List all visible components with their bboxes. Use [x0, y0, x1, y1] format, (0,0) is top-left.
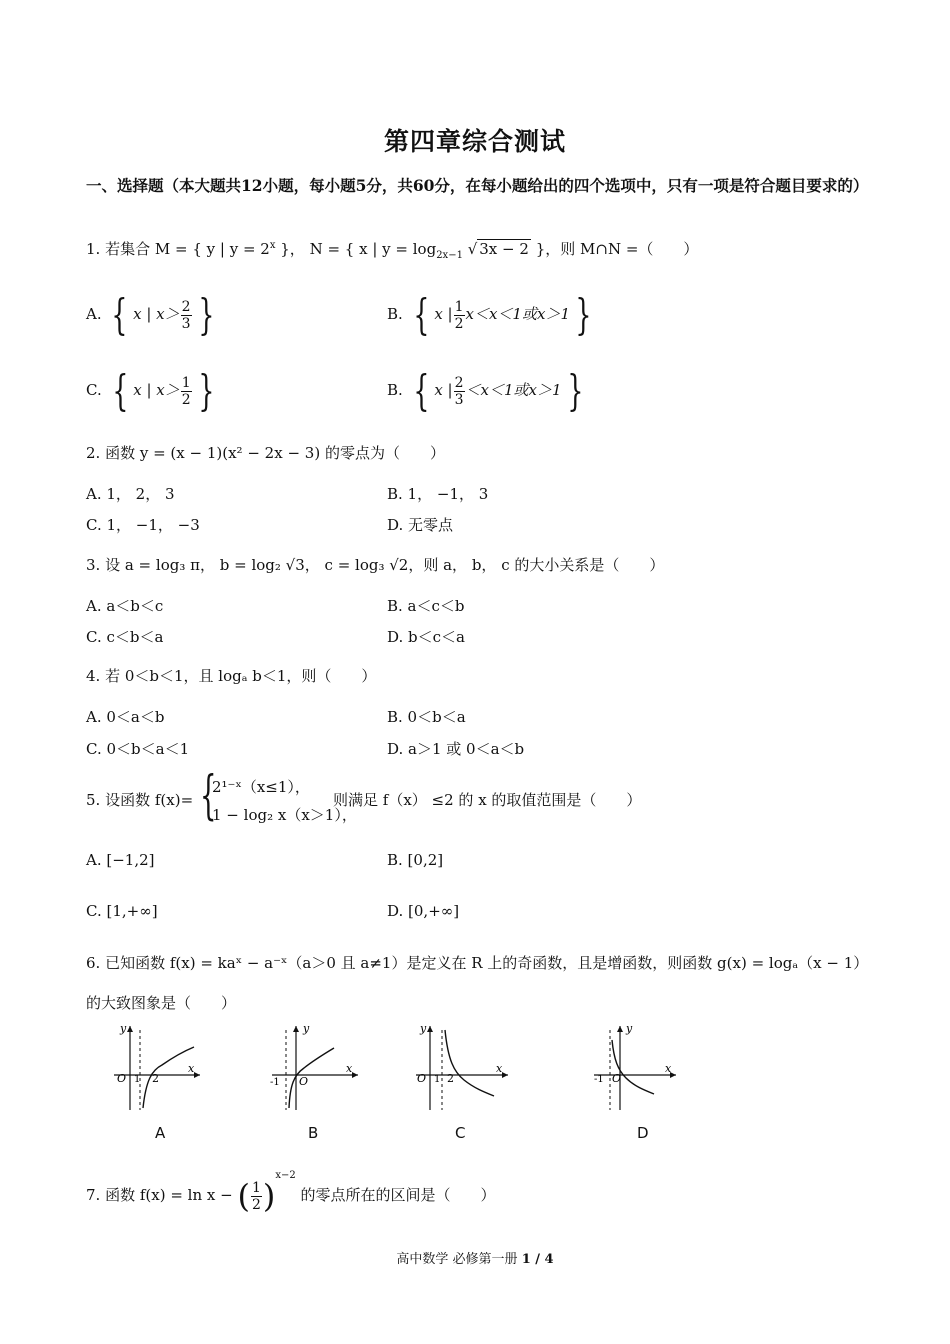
q2-option-d: D. 无零点 — [387, 516, 454, 534]
graph-d-axis-x: x — [665, 1062, 672, 1075]
question-6-stem-line2: 的大致图象是（ ） — [86, 994, 237, 1012]
q7-stem-start: 7. 函数 f(x) = ln x − — [86, 1186, 233, 1204]
graph-d-axis-y: y — [626, 1022, 633, 1035]
q4-option-a: A. 0＜a＜b — [86, 708, 165, 726]
graph-a-tick1: 1 — [134, 1074, 141, 1085]
document-page: 第四章综合测试 一、选择题（本大题共12小题，每小题5分，共60分，在每小题给出的四个选项中，只有一项是符合题目要求的） 1. 若集合 M = { y | $y = 2^x$ }， N = { x | $y = \log_{2x-1}$ √ 3x − 2 }，则 M∩N =（ ） A. { x | x＞ $\frac{2}{3}$ } B. { x | $\frac{1}{2}$ x＜x＜1或x＞1 } C. { x | x＞ $\frac{1}{2}$ } B. { x | $\frac{2}{3}$ ＜x＜1或x＞1 } 2. 函数 y = (x − 1)(x² − 2x − 3) 的零点为（ ） A. 1， 2， 3 B. 1， −1， 3 C. 1， −1， −3 D. 无零点 3. 设 a = log₃ π， b = log₂ √3， c = log₃ √2，则 a， b， c 的大小关系是（ ） A. a＜b＜c B. a＜c＜b C. c＜b＜a D. b＜c＜a 4. 若 0＜b＜1，且 logₐ b＜1，则（ ） A. 0＜a＜b B. 0＜b＜a C. 0＜b＜a＜1 D. a＞1 或 0＜a＜b 5. 设函数 f(x)= { 2¹⁻ˣ（x≤1）， 1 − log₂ x（x＞1）， 则满足 f（x） ≤2 的 x 的取值范围是（ ） A. [−1,2] B. [0,2] C. [1,+∞] D. [0,+∞] 6. 已知函数 f(x) = kaˣ − a⁻ˣ（a＞0 且 a≠1）是定义在 R 上的奇函数，且是增函数，则函数 g(x) = logₐ（x − 1） 的大致图象是（ ） O 1 2 y x A -1 O y x B O 1 2 y x C -1 O y x D 7. 函数 f(x) = ln x − ( $\frac{1}{2}$ )$^{x-2}$ 的零点所在的区间是（ ） 高中数学 必修第一册 1 / 4 — [0, 0, 950, 1344]
graph-d-label: D — [637, 1124, 649, 1142]
q7-stem-end: 的零点所在的区间是（ ） — [300, 1186, 496, 1204]
graph-b-axis-x: x — [346, 1062, 353, 1075]
section-header: 一、选择题（本大题共12小题，每小题5分，共60分，在每小题给出的四个选项中，只有一项是符合题目要求的） — [86, 176, 869, 195]
q3-option-d: D. b＜c＜a — [387, 628, 465, 646]
graph-d — [590, 1020, 680, 1112]
graph-d-tick1: -1 — [594, 1074, 604, 1085]
question-3-stem: 3. 设 a = log₃ π， b = log₂ √3， c = log₃ √2，则 a， b， c 的大小关系是（ ） — [86, 556, 665, 574]
q7-exponent: x−2 — [275, 1170, 296, 1181]
graph-a — [110, 1020, 205, 1112]
q2-option-a: A. 1， 2， 3 — [86, 485, 175, 503]
q1-m-def: M = { y | $y = 2^x$ — [154, 240, 276, 258]
graph-a-tick2: 2 — [152, 1072, 159, 1085]
graph-a-label: A — [155, 1124, 166, 1142]
q1-option-c: C. { x | x＞ $\frac{1}{2}$ } — [86, 366, 215, 415]
q5-option-b: B. [0,2] — [387, 851, 444, 869]
question-1-stem — [86, 238, 698, 261]
graph-b-tick1: -1 — [270, 1077, 280, 1088]
q4-option-d: D. a＞1 或 0＜a＜b — [387, 740, 525, 758]
q1-option-b: B. { x | $\frac{1}{2}$ x＜x＜1或x＞1 } — [387, 290, 592, 339]
q3-option-b: B. a＜c＜b — [387, 597, 465, 615]
page-title: 第四章综合测试 — [383, 127, 566, 156]
graph-d-origin: O — [612, 1072, 622, 1085]
q4-option-b: B. 0＜b＜a — [387, 708, 466, 726]
graph-b — [268, 1020, 363, 1112]
page-number: 1 / 4 — [521, 1252, 554, 1267]
graph-a-axis-x: x — [188, 1062, 195, 1075]
q1-n-def: }， N = { x | $y = \log_{2x-1}$ √ 3x − 2 — [280, 240, 529, 261]
q1-option-a: A. { x | x＞ $\frac{2}{3}$ } — [86, 290, 214, 339]
q5-option-c: C. [1,+∞] — [86, 902, 158, 920]
graph-c-axis-x: x — [496, 1062, 503, 1075]
graph-c-label: C — [455, 1124, 466, 1142]
graph-a-origin: O — [117, 1072, 127, 1085]
graph-c-tick2: 2 — [447, 1072, 454, 1085]
page-footer — [0, 1248, 950, 1267]
graph-c — [412, 1020, 512, 1112]
graph-c-origin: O — [417, 1072, 427, 1085]
q2-option-b: B. 1， −1， 3 — [387, 485, 489, 503]
question-6-stem-line1: 6. 已知函数 f(x) = kaˣ − a⁻ˣ（a＞0 且 a≠1）是定义在 R 上的奇函数，且是增函数，则函数 g(x) = logₐ（x − 1） — [86, 954, 869, 972]
question-4-stem: 4. 若 0＜b＜1，且 logₐ b＜1，则（ ） — [86, 667, 377, 685]
q1-option-d: B. { x | $\frac{2}{3}$ ＜x＜1或x＞1 } — [387, 366, 583, 415]
graph-a-axis-y: y — [120, 1022, 127, 1035]
question-2-stem: 2. 函数 y = (x − 1)(x² − 2x − 3) 的零点为（ ） — [86, 444, 445, 462]
q5-stem-start: 5. 设函数 f(x)= — [86, 791, 194, 809]
q5-piece-row1: 2¹⁻ˣ（x≤1）， — [212, 778, 310, 796]
question-7-stem: 7. 函数 f(x) = ln x − ( $\frac{1}{2}$ )$^{x-2}$ 的零点所在的区间是（ ） — [86, 1170, 496, 1215]
graph-c-tick1: 1 — [434, 1074, 441, 1085]
q3-option-c: C. c＜b＜a — [86, 628, 164, 646]
q1-stem-start: 1. 若集合 — [86, 240, 151, 258]
graph-b-axis-y: y — [303, 1022, 310, 1035]
graph-b-origin: O — [299, 1075, 309, 1088]
q5-stem-end: 则满足 f（x） ≤2 的 x 的取值范围是（ ） — [333, 791, 642, 809]
q2-option-c: C. 1， −1， −3 — [86, 516, 200, 534]
graph-b-label: B — [308, 1124, 319, 1142]
q3-option-a: A. a＜b＜c — [86, 597, 164, 615]
q1-stem-end: }，则 M∩N =（ ） — [535, 240, 699, 258]
q5-option-d: D. [0,+∞] — [387, 902, 460, 920]
q4-option-c: C. 0＜b＜a＜1 — [86, 740, 190, 758]
q5-piece-row2: 1 − log₂ x（x＞1）， — [212, 806, 357, 824]
q5-option-a: A. [−1,2] — [86, 851, 155, 869]
footer-text: 高中数学 必修第一册 — [396, 1252, 518, 1267]
graph-c-axis-y: y — [420, 1022, 427, 1035]
